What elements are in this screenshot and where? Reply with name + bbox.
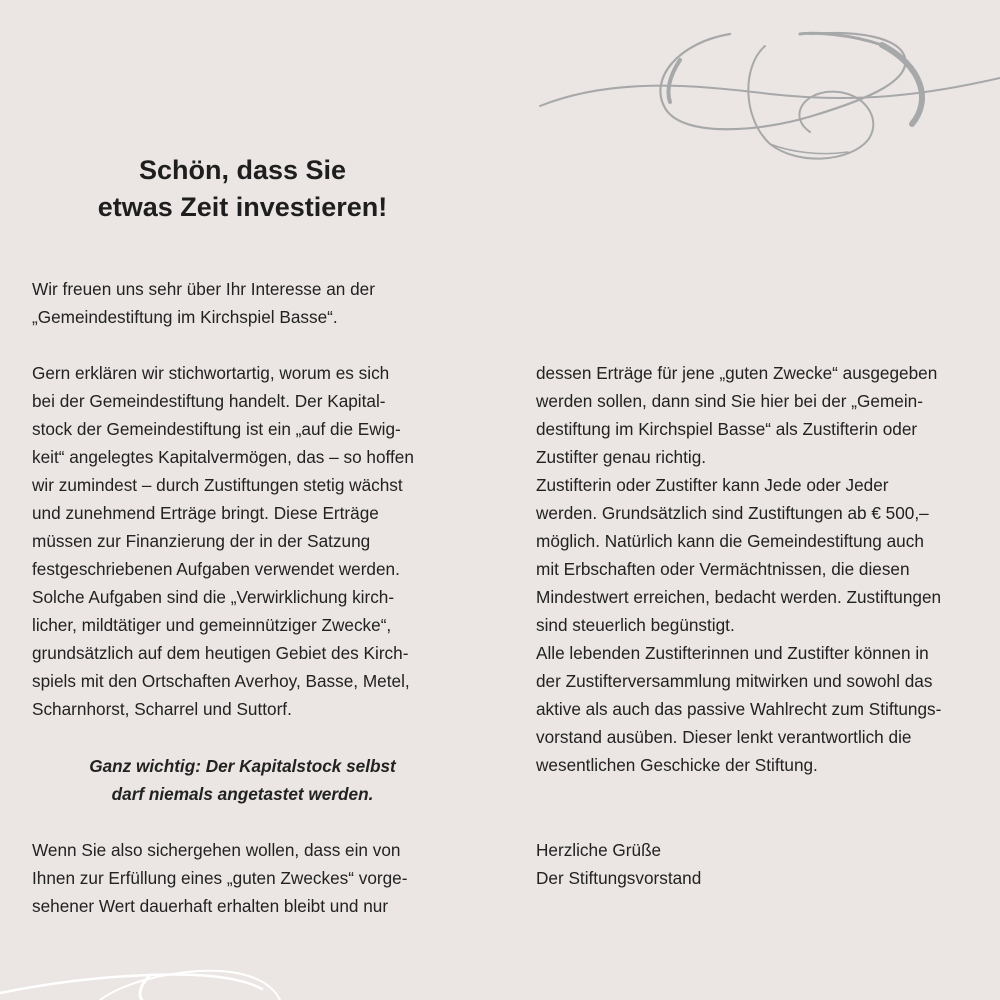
flourish-ornament-bottom	[0, 955, 1000, 1000]
text-line: wir zumindest – durch Zustiftungen stetig wächst	[32, 475, 403, 495]
text-line: licher, mildtätiger und gemeinnütziger Zwecke“,	[32, 615, 392, 635]
text-line: bei der Gemeindestiftung handelt. Der Kapital-	[32, 391, 386, 411]
text-line: werden sollen, dann sind Sie hier bei der „Gemein-	[536, 391, 923, 411]
text-line: spiels mit den Ortschaften Averhoy, Basse, Metel,	[32, 671, 410, 691]
text-line: aktive als auch das passive Wahlrecht zum Stiftungs-	[536, 699, 942, 719]
text-line: grundsätzlich auf dem heutigen Gebiet des Kirch-	[32, 643, 409, 663]
signatory-text: Der Stiftungsvorstand	[536, 868, 702, 888]
text-line: Mindestwert erreichen, bedacht werden. Zustiftungen	[536, 587, 942, 607]
text-line: sehener Wert dauerhaft erhalten bleibt und nur	[32, 896, 389, 916]
intro-paragraph	[32, 275, 457, 331]
headline-line-1: Schön, dass Sie	[138, 155, 347, 185]
text-line: destiftung im Kirchspiel Basse“ als Zustifterin oder	[536, 419, 918, 439]
text-line: der Zustifterversammlung mitwirken und sowohl das	[536, 671, 933, 691]
signature-block	[536, 836, 976, 892]
explanation-paragraph	[32, 359, 457, 723]
text-line: Wir freuen uns sehr über Ihr Interesse an der	[32, 279, 375, 299]
text-line: Gern erklären wir stichwortartig, worum es sich	[32, 363, 390, 383]
text-line: wesentlichen Geschicke der Stiftung.	[536, 755, 818, 775]
text-line: stock der Gemeindestiftung ist ein „auf die Ewig-	[32, 419, 401, 439]
text-line: möglich. Natürlich kann die Gemeindestiftung auch	[536, 531, 924, 551]
text-line: sind steuerlich begünstigt.	[536, 615, 735, 635]
text-line: Solche Aufgaben sind die „Verwirklichung kirch-	[32, 587, 395, 607]
text-line: vorstand ausüben. Dieser lenkt verantwortlich die	[536, 727, 912, 747]
text-line: festgeschriebenen Aufgaben verwendet werden.	[32, 559, 400, 579]
flourish-ornament-top	[530, 20, 1000, 180]
text-line: Zustifter genau richtig.	[536, 447, 707, 467]
text-line: Scharnhorst, Scharrel und Suttorf.	[32, 699, 292, 719]
closing-paragraph-left	[32, 836, 457, 920]
text-line: keit“ angelegtes Kapitalvermögen, das – so hoffen	[32, 447, 414, 467]
text-line: müssen zur Finanzierung der in der Satzung	[32, 531, 371, 551]
greeting-text: Herzliche Grüße	[536, 840, 662, 860]
text-line: mit Erbschaften oder Vermächtnissen, die diesen	[536, 559, 910, 579]
text-line: Ihnen zur Erfüllung eines „guten Zweckes“ vorge-	[32, 868, 408, 888]
page-headline	[30, 152, 455, 226]
continuation-paragraph-right	[536, 359, 976, 779]
emphasis-line-1: Ganz wichtig: Der Kapitalstock selbst	[89, 756, 396, 776]
text-line: Alle lebenden Zustifterinnen und Zustifter können in	[536, 643, 929, 663]
text-line: und zunehmend Erträge bringt. Diese Erträge	[32, 503, 379, 523]
text-line: werden. Grundsätzlich sind Zustiftungen ab € 500,–	[536, 503, 929, 523]
text-line: Wenn Sie also sichergehen wollen, dass ein von	[32, 840, 401, 860]
text-line: dessen Erträge für jene „guten Zwecke“ ausgegeben	[536, 363, 938, 383]
headline-line-2: etwas Zeit investieren!	[97, 192, 388, 222]
emphasis-line-2: darf niemals angetastet werden.	[111, 784, 374, 804]
text-line: „Gemeindestiftung im Kirchspiel Basse“.	[32, 307, 338, 327]
emphasis-statement	[30, 752, 455, 808]
text-line: Zustifterin oder Zustifter kann Jede oder Jeder	[536, 475, 889, 495]
